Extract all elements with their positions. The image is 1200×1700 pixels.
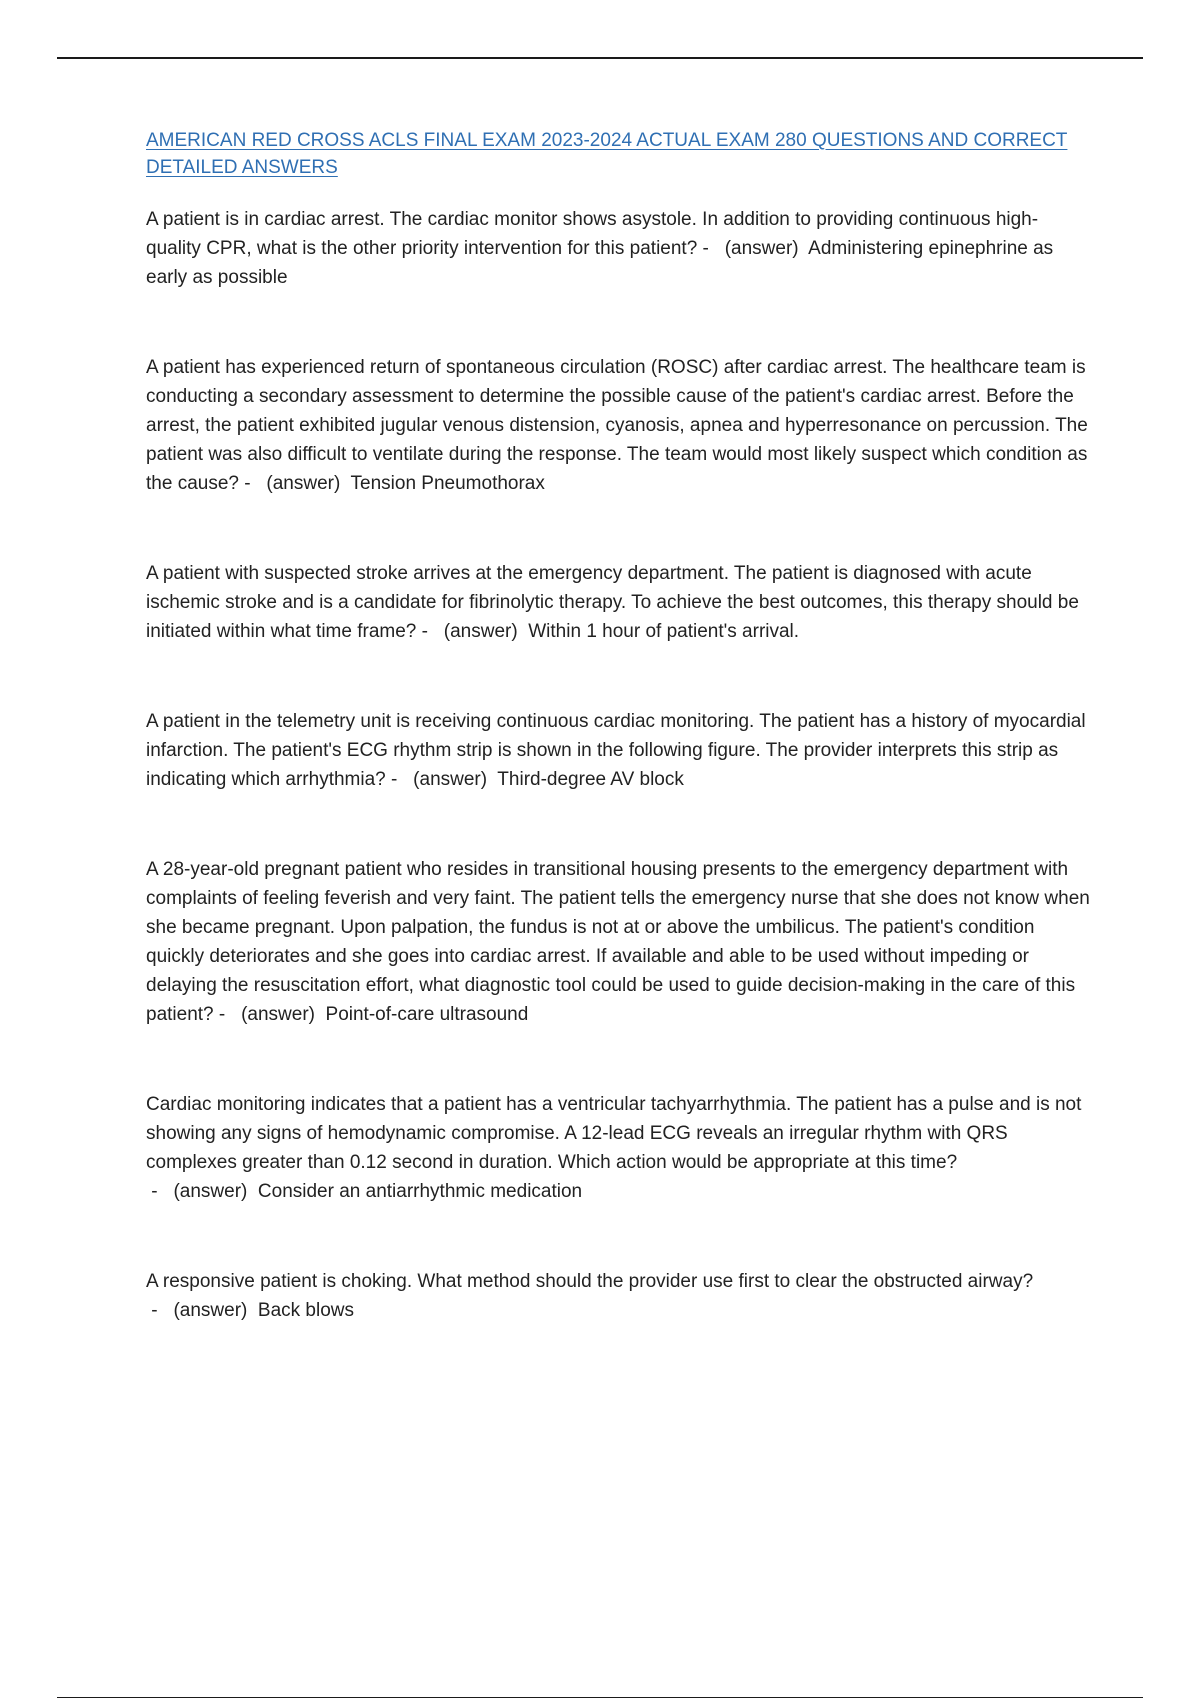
qa-item-6 xyxy=(146,1090,1091,1206)
answer-separator: - (answer) xyxy=(697,238,809,259)
question-text: A patient has experienced return of spontaneous circulation (ROSC) after cardiac arrest. The healthcare team is conducting a secondary assessment to determine the possible cause of the patient's cardiac arrest. Before the arrest, the patient exhibited jugular venous distension, cyanosis, apnea and hyperresonance on percussion. The patient was also difficult to ventilate during the response. The team would most likely suspect which condition as the cause? xyxy=(146,357,1088,494)
question-text: A 28-year-old pregnant patient who resides in transitional housing presents to the emergency department with complaints of feeling feverish and very faint. The patient tells the emergency nurse that she does not know when she became pregnant. Upon palpation, the fundus is not at or above the umbilicus. The patient's condition quickly deteriorates and she goes into cardiac arrest. If available and able to be used without impeding or delaying the resuscitation effort, what diagnostic tool could be used to guide decision-making in the care of this patient? xyxy=(146,859,1090,1025)
answer-separator: - (answer) xyxy=(146,1181,258,1202)
qa-item-7 xyxy=(146,1267,1091,1325)
answer-text: Within 1 hour of patient's arrival. xyxy=(528,621,800,642)
question-text: A responsive patient is choking. What method should the provider use first to clear the obstructed airway? xyxy=(146,1271,1034,1292)
answer-text: Consider an antiarrhythmic medication xyxy=(257,1181,583,1202)
answer-separator: - (answer) xyxy=(385,769,498,790)
document-body xyxy=(146,127,1091,1325)
question-text: A patient in the telemetry unit is receiving continuous cardiac monitoring. The patient has a history of myocardial infarction. The patient's ECG rhythm strip is shown in the following figure. The provider interprets this strip as indicating which arrhythmia? xyxy=(146,711,1086,790)
bottom-divider xyxy=(57,1697,1143,1698)
document-title[interactable]: AMERICAN RED CROSS ACLS FINAL EXAM 2023-2024 ACTUAL EXAM 280 QUESTIONS AND CORRECT DETAILED ANSWERS xyxy=(146,130,1068,178)
question-text: A patient is in cardiac arrest. The cardiac monitor shows asystole. In addition to providing continuous high-quality CPR, what is the other priority intervention for this patient? xyxy=(146,209,1039,259)
qa-item-3 xyxy=(146,559,1091,646)
qa-item-5 xyxy=(146,855,1091,1029)
answer-text: Point-of-care ultrasound xyxy=(325,1004,529,1025)
answer-separator: - (answer) xyxy=(146,1300,258,1321)
answer-text: Back blows xyxy=(257,1300,355,1321)
qa-item-2 xyxy=(146,353,1091,498)
answer-text: Tension Pneumothorax xyxy=(350,473,545,494)
top-divider xyxy=(57,57,1143,59)
question-text: A patient with suspected stroke arrives at the emergency department. The patient is diagnosed with acute ischemic stroke and is a candidate for fibrinolytic therapy. To achieve the best outcomes, this therapy should be initiated within what time frame? xyxy=(146,563,1079,642)
qa-item-1 xyxy=(146,205,1091,292)
answer-separator: - (answer) xyxy=(238,473,351,494)
question-text: Cardiac monitoring indicates that a patient has a ventricular tachyarrhythmia. The patient has a pulse and is not showing any signs of hemodynamic compromise. A 12-lead ECG reveals an irregular rhythm with QRS complexes greater than 0.12 second in duration. Which action would be appropriate at this time? xyxy=(146,1094,1082,1173)
answer-text: Third-degree AV block xyxy=(497,769,684,790)
answer-separator: - (answer) xyxy=(416,621,529,642)
qa-item-4 xyxy=(146,707,1091,794)
answer-text: Administering epinephrine as early as possible xyxy=(146,238,1054,288)
answer-separator: - (answer) xyxy=(213,1004,326,1025)
